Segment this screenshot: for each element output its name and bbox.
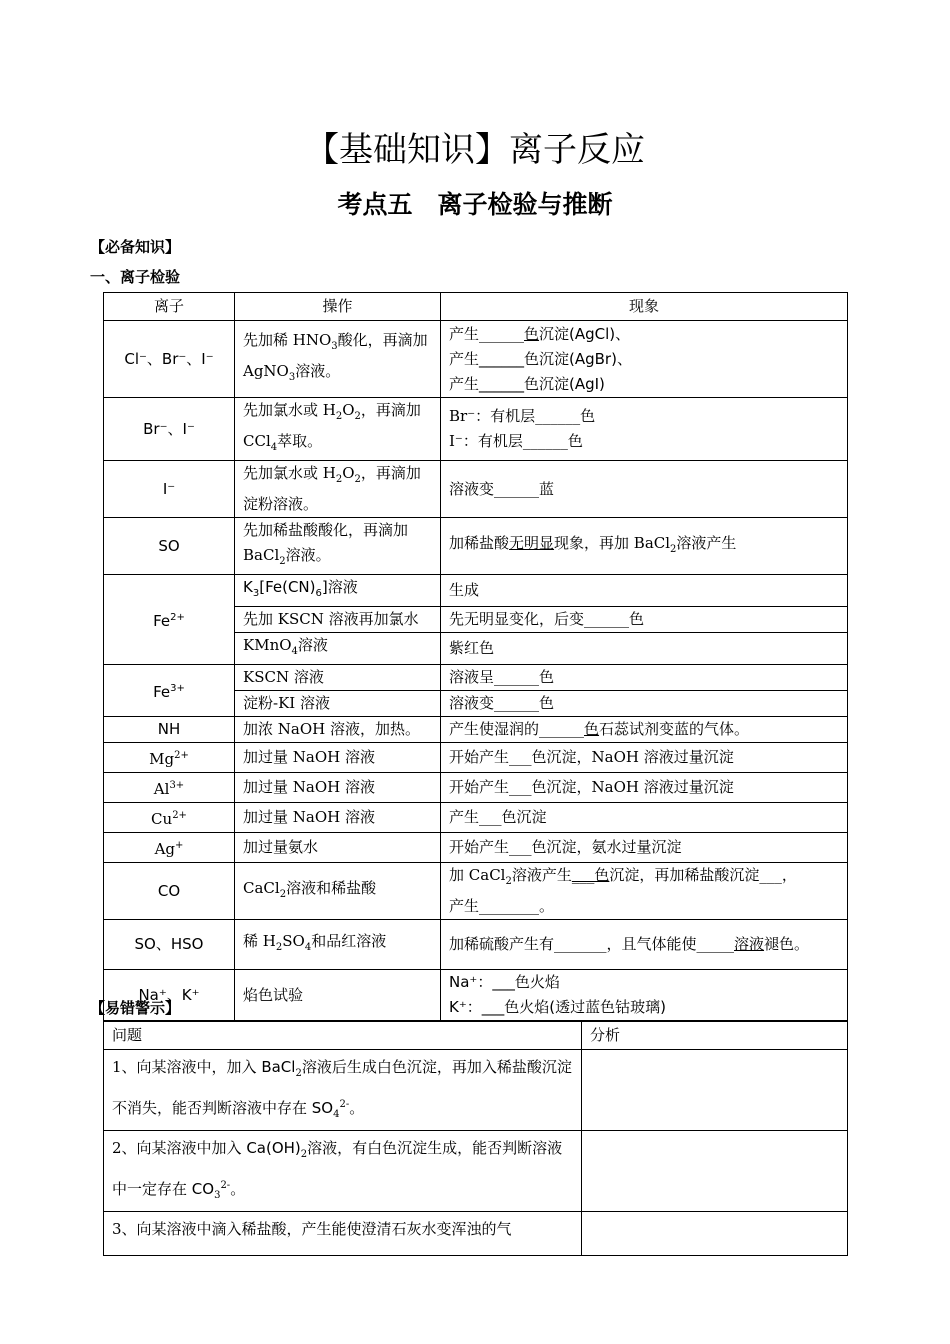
warning-table — [103, 1021, 848, 1256]
operation-cell: 加浓 NaOH 溶液，加热。 — [235, 717, 441, 743]
table-row — [104, 461, 848, 518]
ion-cell: Cl⁻、Br⁻、I⁻ — [104, 321, 235, 398]
header-ion: 离子 — [104, 293, 235, 321]
ion-cell: NH — [104, 717, 235, 743]
table-header-row — [104, 1022, 848, 1050]
table-row — [104, 833, 848, 863]
operation-cell: 先加稀 $HNO_3$酸化，再滴加 AgNO$_3$溶液。 — [235, 321, 441, 398]
table-row — [104, 970, 848, 1021]
section-warning: 【易错警示】 — [90, 999, 181, 1017]
ion-cell: SO — [104, 518, 235, 575]
ion-cell: $Cu^{2+}$ — [104, 803, 235, 833]
table-row — [104, 773, 848, 803]
table-row — [104, 743, 848, 773]
question-cell: 1、向某溶液中，加入 BaCl$_2$溶液后生成白色沉淀，再加入稀盐酸沉淀不消失，能否判断溶液中存在 $SO_4^{2-}$。 — [104, 1050, 582, 1131]
operation-cell: 淀粉-KI 溶液 — [235, 691, 441, 717]
header-phenomenon: 现象 — [441, 293, 848, 321]
table-row — [104, 1131, 848, 1212]
page-title: 【基础知识】离子反应 — [305, 130, 645, 170]
question-cell: 3、向某溶液中滴入稀盐酸，产生能使澄清石灰水变浑浊的气 — [104, 1212, 582, 1256]
phenomenon-cell: 产生______色沉淀(AgCl)、 产生______色沉淀(AgBr)、 产生______色沉淀(AgI) — [441, 321, 848, 398]
phenomenon-cell: 开始产生___色沉淀，氨水过量沉淀 — [441, 833, 848, 863]
table-row — [104, 575, 848, 607]
operation-cell: KSCN 溶液 — [235, 665, 441, 691]
table-row — [104, 717, 848, 743]
header-operation: 操作 — [235, 293, 441, 321]
operation-cell: CaCl$_2$溶液和稀盐酸 — [235, 863, 441, 920]
operation-cell: 先加氯水或 $H_2O_2$，再滴加淀粉溶液。 — [235, 461, 441, 518]
phenomenon-cell: 生成 — [441, 575, 848, 607]
phenomenon-cell: 先无明显变化，后变______色 — [441, 607, 848, 633]
table-row — [104, 863, 848, 920]
ion-cell: $Mg^{2+}$ — [104, 743, 235, 773]
question-cell: 2、向某溶液中加入 $Ca(OH)_2$溶液，有白色沉淀生成，能否判断溶液中一定存在 $CO_3^{2-}$。 — [104, 1131, 582, 1212]
ion-cell: $Al^{3+}$ — [104, 773, 235, 803]
operation-cell: 加过量 NaOH 溶液 — [235, 803, 441, 833]
table-row — [104, 1050, 848, 1131]
ion-cell: $Fe^{2+}$ — [104, 575, 235, 665]
table-row — [104, 321, 848, 398]
operation-cell: 焰色试验 — [235, 970, 441, 1021]
phenomenon-cell: 加稀硫酸产生有_______，且气体能使_____溶液褪色。 — [441, 920, 848, 970]
table-row — [104, 803, 848, 833]
phenomenon-cell: 产生___色沉淀 — [441, 803, 848, 833]
analysis-cell — [582, 1050, 848, 1131]
table-row — [104, 665, 848, 691]
section-ion-test: 一、离子检验 — [90, 268, 181, 286]
ion-cell: $Fe^{3+}$ — [104, 665, 235, 717]
operation-cell: 加过量 NaOH 溶液 — [235, 773, 441, 803]
operation-cell: $K_3[Fe(CN)_6]$溶液 — [235, 575, 441, 607]
header-analysis: 分析 — [582, 1022, 848, 1050]
operation-cell: 先加稀盐酸酸化，再滴加 BaCl$_2$溶液。 — [235, 518, 441, 575]
phenomenon-cell: 溶液变______色 — [441, 691, 848, 717]
operation-cell: 稀 $H_2SO_4$和品红溶液 — [235, 920, 441, 970]
ion-cell: I⁻ — [104, 461, 235, 518]
phenomenon-cell: 开始产生___色沉淀，NaOH 溶液过量沉淀 — [441, 743, 848, 773]
phenomenon-cell: 溶液变______蓝 — [441, 461, 848, 518]
ion-cell: Na⁺、K⁺ — [104, 970, 235, 1021]
table-row — [104, 920, 848, 970]
ion-cell: SO、HSO — [104, 920, 235, 970]
section-required-knowledge: 【必备知识】 — [90, 238, 181, 256]
operation-cell: 加过量氨水 — [235, 833, 441, 863]
phenomenon-cell: 开始产生___色沉淀，NaOH 溶液过量沉淀 — [441, 773, 848, 803]
table-row — [104, 398, 848, 461]
phenomenon-cell: 产生使湿润的______色石蕊试剂变蓝的气体。 — [441, 717, 848, 743]
operation-cell: 加过量 NaOH 溶液 — [235, 743, 441, 773]
operation-cell: 先加氯水或 $H_2O_2$，再滴加 CCl$_4$萃取。 — [235, 398, 441, 461]
ion-cell: Ag+ — [104, 833, 235, 863]
phenomenon-cell: 加稀盐酸无明显现象，再加 BaCl$_2$溶液产生 — [441, 518, 848, 575]
ion-test-table — [103, 292, 848, 1021]
analysis-cell — [582, 1131, 848, 1212]
table-row — [104, 1212, 848, 1256]
phenomenon-cell: 紫红色 — [441, 633, 848, 665]
page-subtitle: 考点五 离子检验与推断 — [337, 190, 613, 219]
operation-cell: KMnO$_4$溶液 — [235, 633, 441, 665]
ion-cell: CO — [104, 863, 235, 920]
analysis-cell — [582, 1212, 848, 1256]
operation-cell: 先加 KSCN 溶液再加氯水 — [235, 607, 441, 633]
table-row — [104, 518, 848, 575]
phenomenon-cell: 加 CaCl$_2$溶液产生___色沉淀，再加稀盐酸沉淀___， 产生________。 — [441, 863, 848, 920]
ion-cell: Br⁻、I⁻ — [104, 398, 235, 461]
phenomenon-cell: 溶液呈______色 — [441, 665, 848, 691]
phenomenon-cell: Br⁻：有机层______色 I⁻：有机层______色 — [441, 398, 848, 461]
table-header-row — [104, 293, 848, 321]
phenomenon-cell: Na⁺：___色火焰 K⁺：___色火焰(透过蓝色钴玻璃) — [441, 970, 848, 1021]
header-question: 问题 — [104, 1022, 582, 1050]
